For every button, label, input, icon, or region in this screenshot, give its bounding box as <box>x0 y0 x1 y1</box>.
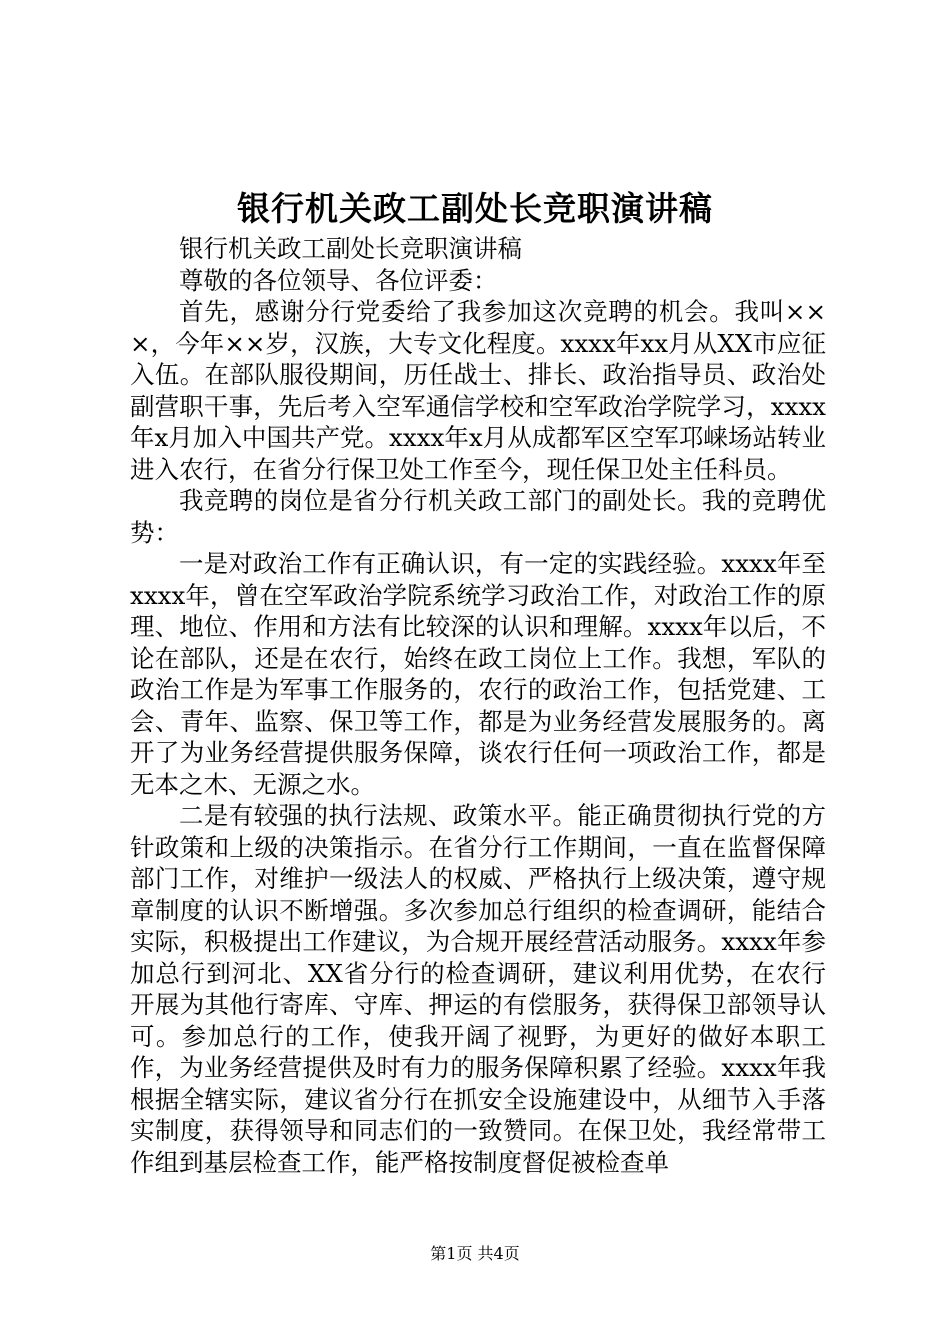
document-body <box>130 233 826 1178</box>
paragraph-subtitle: 银行机关政工副处长竞职演讲稿 <box>179 234 522 263</box>
paragraph-advantage-two: 二是有较强的执行法规、政策水平。能正确贯彻执行党的方针政策和上级的决策指示。在省分行工作期间，一直在监督保障部门工作，对维护一级法人的权威、严格执行上级决策，遵守规章制度的认识不断增强。多次参加总行组织的检查调研，能结合实际，积极提出工作建议，为合规开展经营活动服务。xxxx年参加总行到河北、XX省分行的检查调研，建议利用优势，在农行开展为其他行寄库、守库、押运的有偿服务，获得保卫部领导认可。参加总行的工作，使我开阔了视野，为更好的做好本职工作，为业务经营提供及时有力的服务保障积累了经验。xxxx年我根据全辖实际，建议省分行在抓安全设施建设中，从细节入手落实制度，获得领导和同志们的一致赞同。在保卫处，我经常带工作组到基层检查工作，能严格按制度督促被检查单 <box>130 801 826 1177</box>
paragraph-advantage-one: 一是对政治工作有正确认识，有一定的实践经验。xxxx年至xxxx年，曾在空军政治学院系统学习政治工作，对政治工作的原理、地位、作用和方法有比较深的认识和理解。xxxx年以后，不论在部队，还是在农行，始终在政工岗位上工作。我想，军队的政治工作是为军事工作服务的，农行的政治工作，包括党建、工会、青年、监察、保卫等工作，都是为业务经营发展服务的。离开了为业务经营提供服务保障，谈农行任何一项政治工作，都是无本之木、无源之水。 <box>130 549 826 799</box>
paragraph-introduction: 首先，感谢分行党委给了我参加这次竞聘的机会。我叫×××，今年××岁，汉族，大专文化程度。xxxx年xx月从XX市应征入伍。在部队服役期间，历任战士、排长、政治指导员、政治处副营职干事，先后考入空军通信学校和空军政治学院学习，xxxx年x月加入中国共产党。xxxx年x月从成都军区空军邛崃场站转业进入农行，在省分行保卫处工作至今，现任保卫处主任科员。 <box>130 297 826 484</box>
paragraph-position: 我竞聘的岗位是省分行机关政工部门的副处长。我的竞聘优势： <box>130 486 826 547</box>
paragraph-salutation: 尊敬的各位领导、各位评委： <box>179 265 498 295</box>
document-title: 银行机关政工副处长竞职演讲稿 <box>237 189 713 228</box>
page-footer: 第1页 共4页 <box>430 1244 520 1263</box>
